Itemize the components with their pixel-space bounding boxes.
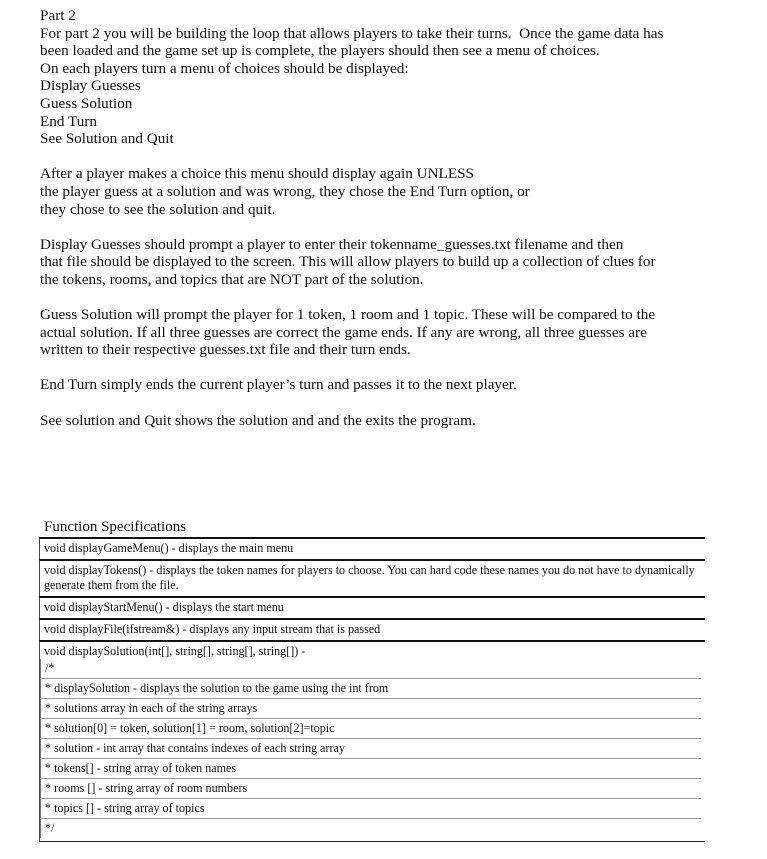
comment-block	[44, 659, 701, 838]
spec-row-display-file: void displayFile(ifstream&) - displays any input stream that is passed	[39, 618, 705, 640]
comment-line: * rooms [] - string array of room numbers	[40, 778, 701, 798]
paragraph-menu-repeat	[40, 165, 740, 218]
comment-line: * tokens[] - string array of token names	[40, 758, 701, 778]
menu-choice-end-turn: End Turn	[40, 112, 97, 130]
menu-choice-see-solution-quit: See Solution and Quit	[40, 130, 174, 148]
function-spec-table	[39, 537, 705, 842]
menu-choice-guess-solution: Guess Solution	[40, 94, 133, 112]
comment-line: * solution[0] = token, solution[1] = room, solution[2]=topic	[40, 718, 701, 738]
comment-line: */	[40, 818, 701, 838]
spec-row-display-start-menu: void displayStartMenu() - displays the start menu	[39, 596, 705, 618]
comment-line: * topics [] - string array of topics	[40, 798, 701, 818]
text-line: actual solution. If all three guesses are correct the game ends. If any are wrong, all three guesses are	[40, 323, 647, 341]
text-line: On each players turn a menu of choices should be displayed:	[40, 59, 409, 77]
spec-row-header: void displaySolution(int[], string[], string[], string[]) -	[44, 644, 306, 658]
text-line: they chose to see the solution and quit.	[40, 200, 276, 218]
paragraph-guess-solution	[40, 306, 740, 359]
paragraph-display-guesses	[40, 236, 740, 289]
part-heading: Part 2	[40, 7, 76, 24]
text-line: See solution and Quit shows the solution and and the exits the program.	[40, 411, 476, 429]
text-line: Guess Solution will prompt the player for 1 token, 1 room and 1 topic. These will be compared to the	[40, 306, 656, 324]
text-line: For part 2 you will be building the loop that allows players to take their turns. Once the game data has	[40, 24, 664, 42]
text-line: written to their respective guesses.txt file and their turn ends.	[40, 341, 411, 359]
text-line: the tokens, rooms, and topics that are NOT part of the solution.	[40, 270, 424, 288]
spec-row-display-solution	[39, 640, 705, 841]
text-line: that file should be displayed to the screen. This will allow players to build up a collection of clues for	[40, 253, 656, 271]
spec-title: Function Specifications	[44, 519, 187, 535]
paragraph-see-solution	[40, 412, 740, 430]
text-line: been loaded and the game set up is complete, the players should then see a menu of choices.	[40, 42, 600, 60]
spec-row-display-game-menu: void displayGameMenu() - displays the main menu	[39, 537, 705, 559]
text-line: End Turn simply ends the current player’s turn and passes it to the next player.	[40, 376, 517, 394]
text-line: Display Guesses should prompt a player to enter their tokenname_guesses.txt filename and then	[40, 235, 624, 253]
comment-line: * displaySolution - displays the solution to the game using the int from	[40, 678, 701, 698]
text-line: After a player makes a choice this menu should display again UNLESS	[40, 165, 475, 183]
spec-row-display-tokens: void displayTokens() - displays the token names for players to choose. You can hard code these names you do not have to dynamically generate them from the file.	[39, 559, 705, 596]
text-line: the player guess at a solution and was wrong, they chose the End Turn option, or	[40, 182, 530, 200]
comment-line: * solutions array in each of the string arrays	[40, 698, 701, 718]
comment-line: * solution - int array that contains indexes of each string array	[40, 738, 701, 758]
comment-line: /*	[40, 659, 701, 678]
assignment-text	[40, 7, 740, 429]
paragraph-end-turn	[40, 376, 740, 394]
menu-choice-display-guesses: Display Guesses	[40, 77, 141, 95]
paragraph-part2-intro	[40, 7, 740, 148]
